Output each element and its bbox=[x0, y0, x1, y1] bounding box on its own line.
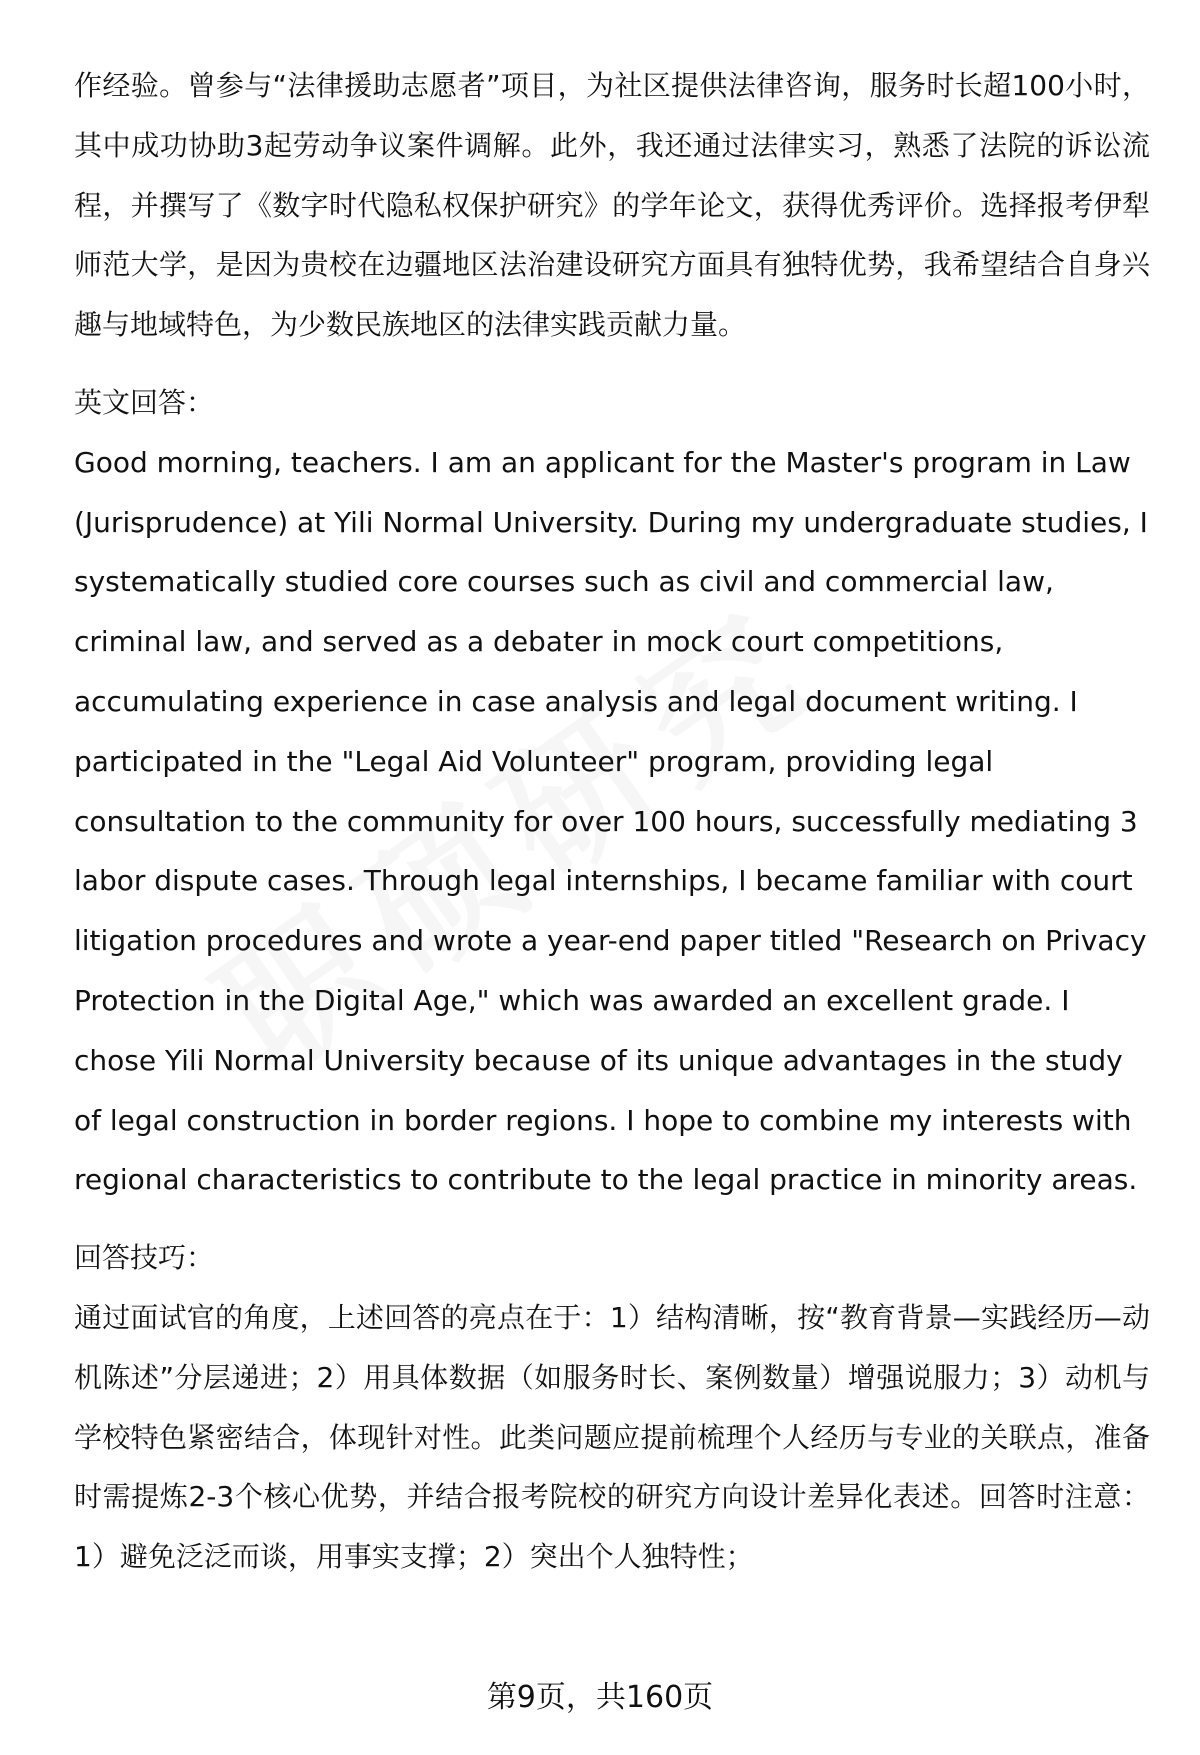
page-number-footer: 第9页，共160页 bbox=[486, 1680, 714, 1715]
paragraph-answer-tips: 通过面试官的角度，上述回答的亮点在于：1）结构清晰，按“教育背景—实践经历—动机陈述”分层递进；2）用具体数据（如服务时长、案例数量）增强说服力；3）动机与学校特色紧密结合，体现针对性。此类问题应提前梳理个人经历与专业的关联点，准备时需提炼2-3个核心优势，并结合报考院校的研究方向设计差异化表述。回答时注意：1）避免泛泛而谈，用事实支撑；2）突出个人独特性； bbox=[74, 1300, 1150, 1574]
heading-answer-tips: 回答技巧： bbox=[74, 1241, 215, 1275]
document-body bbox=[74, 56, 1150, 1587]
paragraph-cn-intro: 作经验。曾参与“法律援助志愿者”项目，为社区提供法律咨询，服务时长超100小时，其中成功协助3起劳动争议案件调解。此外，我还通过法律实习，熟悉了法院的诉讼流程，并撰写了《数字时代隐私权保护研究》的学年论文，获得优秀评价。选择报考伊犁师范大学，是因为贵校在边疆地区法治建设研究方面具有独特优势，我希望结合自身兴趣与地域特色，为少数民族地区的法律实践贡献力量。 bbox=[74, 69, 1150, 342]
heading-english-answer: 英文回答： bbox=[74, 385, 215, 419]
paragraph-english-answer: Good morning, teachers. I am an applicant for the Master's program in Law (Jurisprudence) at Yili Normal University. During my undergraduate studies, I systematically studied core courses such as civil and commercial law, criminal law, and served as a debater in mock court competitions, accumulating experience in case analysis and legal document writing. I participated in the "Legal Aid Volunteer" program, providing legal consultation to the community for over 100 hours, successfully mediating 3 labor dispute cases. Through legal internships, I became familiar with court litigation procedures and wrote a year-end paper titled "Research on Privacy Protection in the Digital Age," which was awarded an excellent grade. I chose Yili Normal University because of its unique advantages in the study of legal construction in border regions. I hope to combine my interests with regional characteristics to contribute to the legal practice in minority areas. bbox=[74, 445, 1148, 1197]
